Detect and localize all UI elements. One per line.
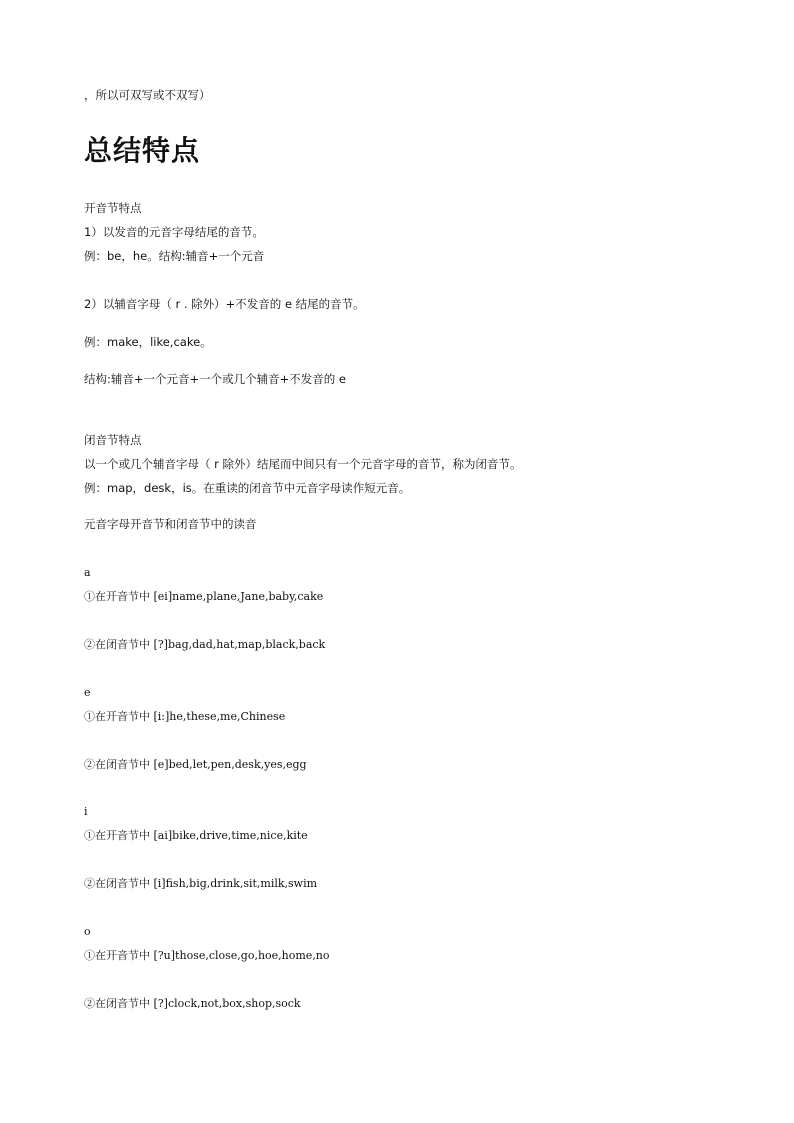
open-syllable-example-2: 例：make，like,cake。 bbox=[84, 335, 212, 349]
reading-title: 元音字母开音节和闭音节中的读音 bbox=[84, 517, 257, 531]
vowel-a-open-reading: ①在开音节中 [ei]name,plane,Jane,baby,cake bbox=[84, 590, 324, 603]
closed-syllable-rule: 以一个或几个辅音字母（ r 除外）结尾而中间只有一个元音字母的音节，称为闭音节。 bbox=[84, 457, 522, 471]
vowel-letter-o: o bbox=[84, 925, 91, 938]
closed-syllable-example: 例：map，desk，is。在重读的闭音节中元音字母读作短元音。 bbox=[84, 481, 411, 495]
page-title: 总结特点 bbox=[84, 134, 201, 167]
vowel-letter-a: a bbox=[84, 566, 91, 579]
open-syllable-rule-1: 1）以发音的元音字母结尾的音节。 bbox=[84, 225, 264, 239]
closed-syllable-heading: 闭音节特点 bbox=[84, 433, 142, 447]
open-syllable-structure-2: 结构:辅音+一个元音+一个或几个辅音+不发音的 e bbox=[84, 372, 347, 386]
vowel-o-closed-reading: ②在闭音节中 [?]clock,not,box,shop,sock bbox=[84, 997, 301, 1010]
vowel-o-open-reading: ①在开音节中 [?u]those,close,go,hoe,home,no bbox=[84, 949, 330, 962]
vowel-e-open-reading: ①在开音节中 [i:]he,these,me,Chinese bbox=[84, 710, 286, 723]
vowel-i-closed-reading: ②在闭音节中 [i]fish,big,drink,sit,milk,swim bbox=[84, 877, 318, 890]
vowel-letter-e: e bbox=[84, 686, 91, 699]
top-fragment: ，所以可双写或不双写） bbox=[84, 88, 211, 102]
vowel-a-closed-reading: ②在闭音节中 [?]bag,dad,hat,map,black,back bbox=[84, 638, 326, 651]
vowel-e-closed-reading: ②在闭音节中 [e]bed,let,pen,desk,yes,egg bbox=[84, 758, 307, 771]
open-syllable-heading: 开音节特点 bbox=[84, 201, 142, 215]
open-syllable-rule-2: 2）以辅音字母（ r . 除外）+不发音的 e 结尾的音节。 bbox=[84, 297, 365, 311]
vowel-i-open-reading: ①在开音节中 [ai]bike,drive,time,nice,kite bbox=[84, 829, 308, 842]
open-syllable-example-1: 例：be，he。结构:辅音+一个元音 bbox=[84, 249, 265, 263]
vowel-letter-i: i bbox=[84, 805, 88, 818]
